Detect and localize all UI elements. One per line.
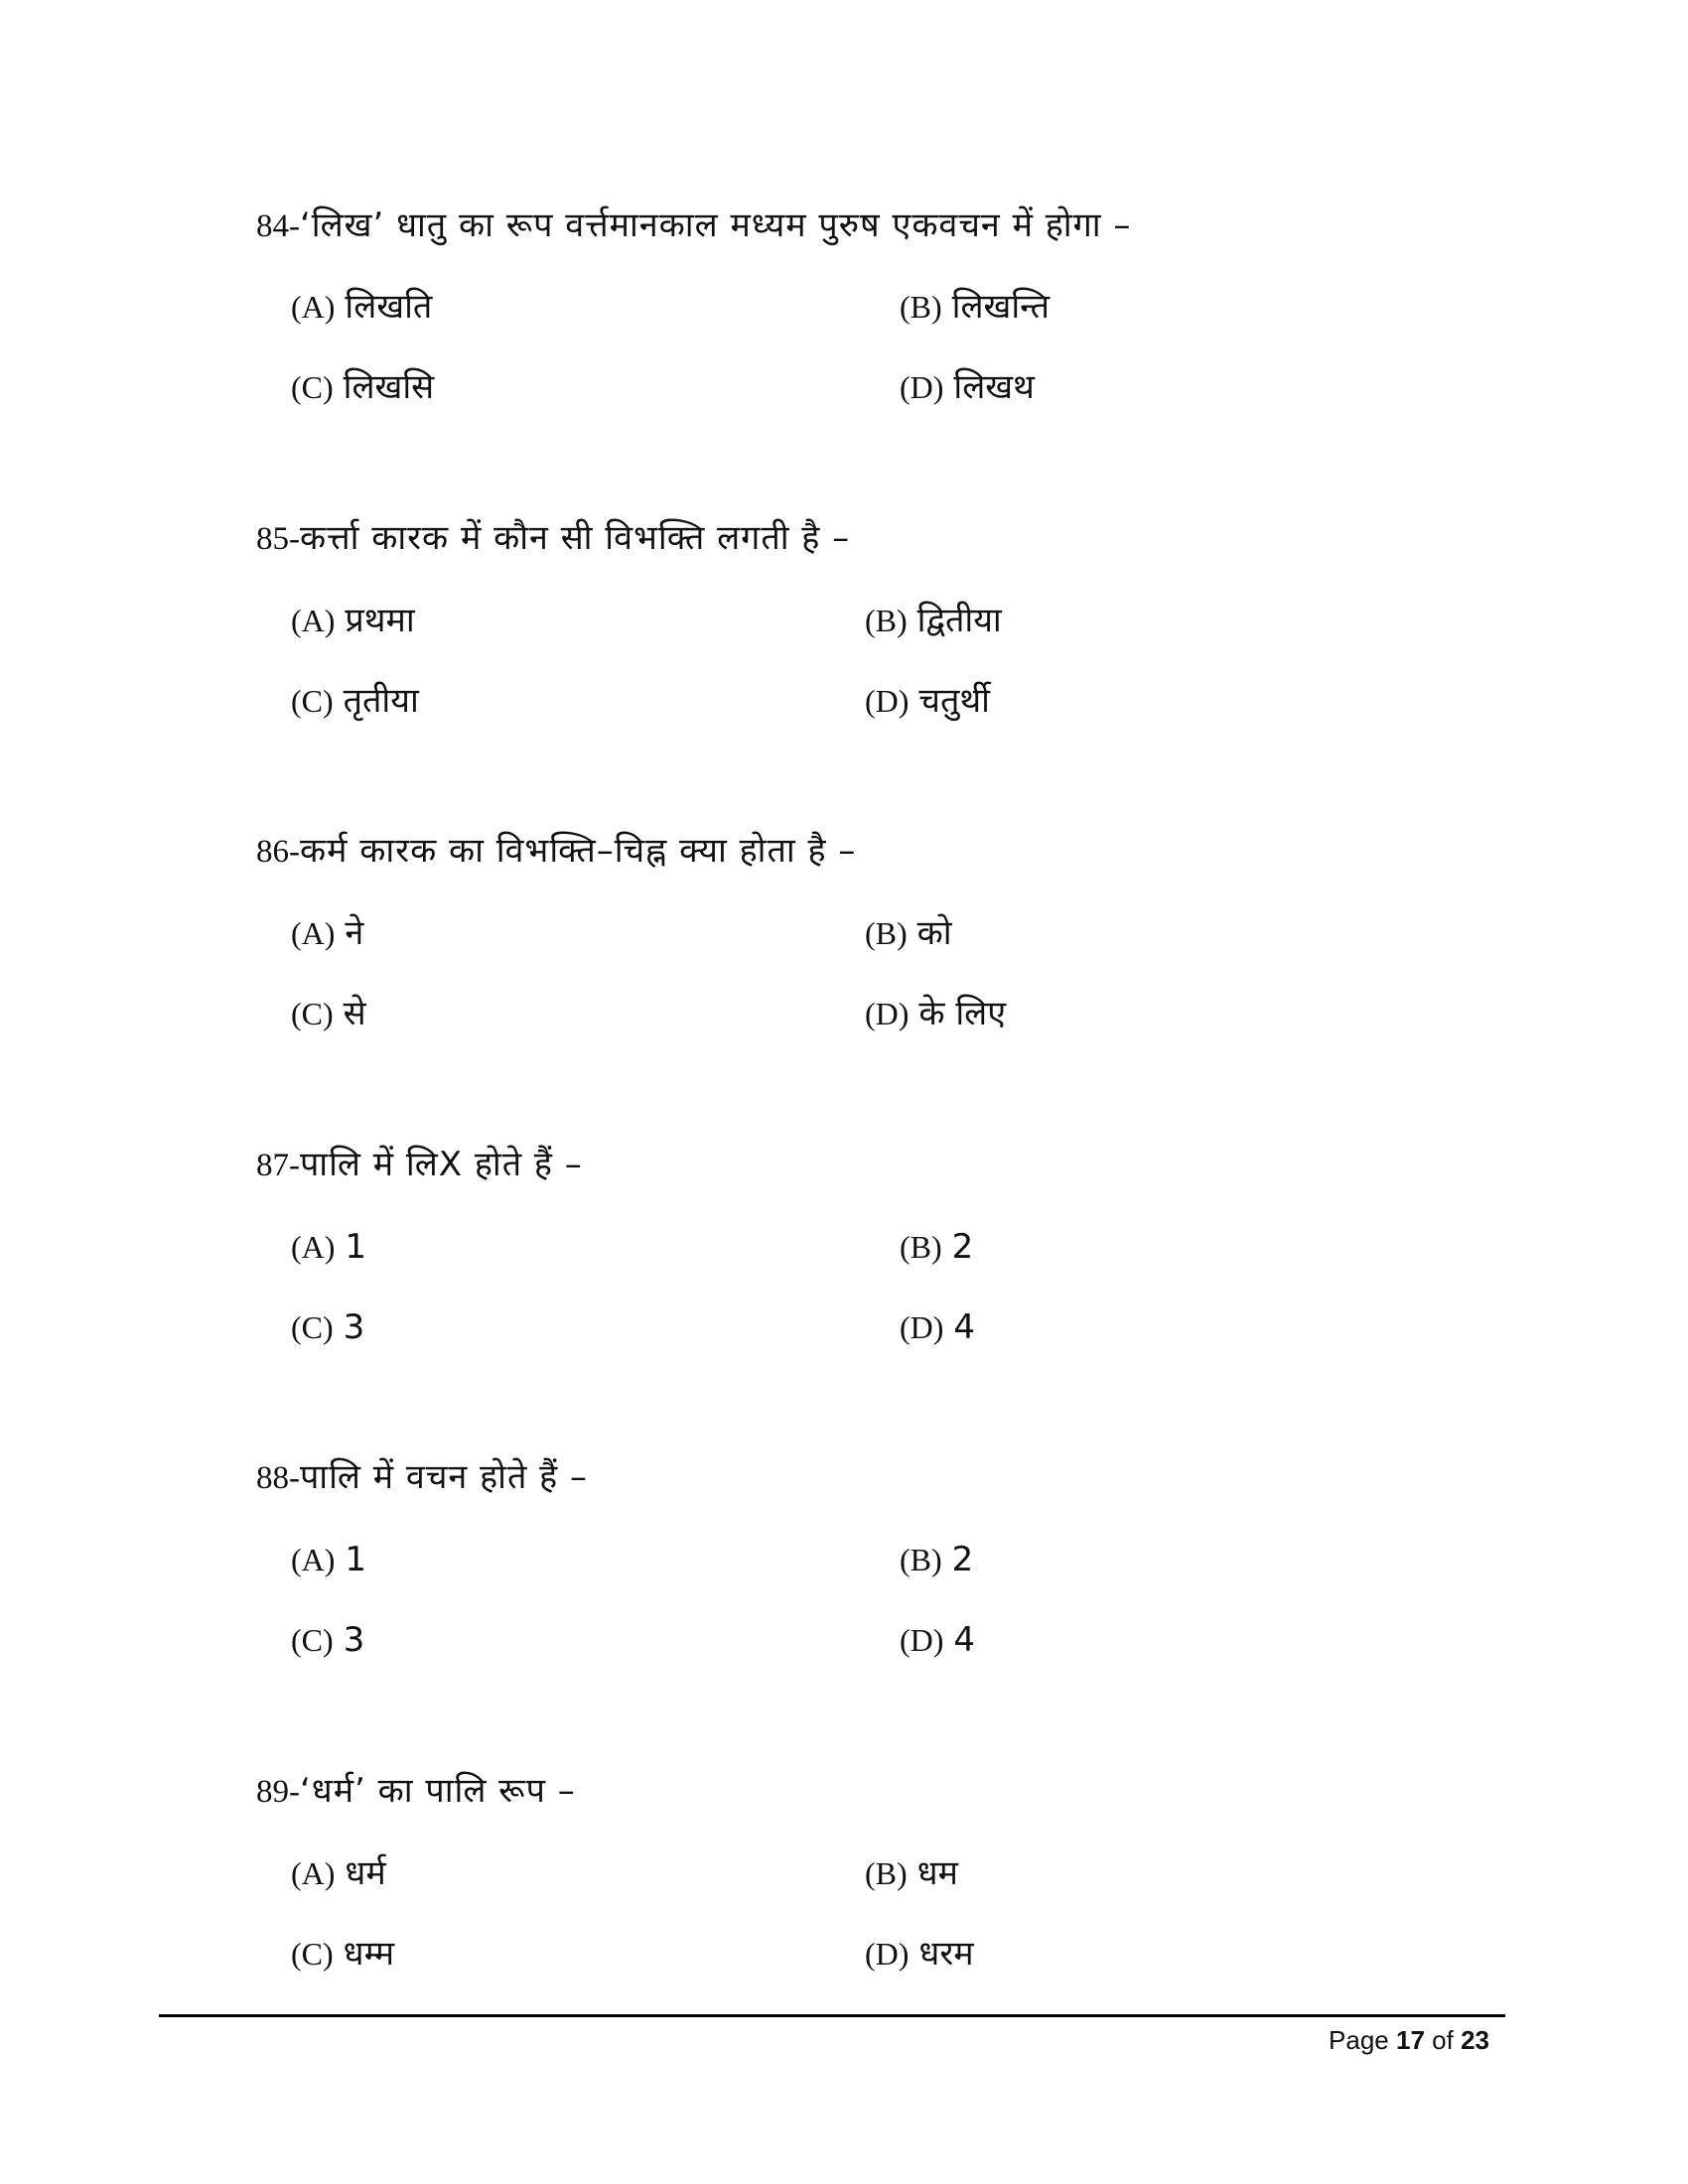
question-number: 86- (256, 834, 300, 870)
page-number (1329, 2025, 1489, 2056)
option-text: से (343, 994, 366, 1033)
option-d (900, 362, 1035, 408)
question-stem: पालि में वचन होते हैं – (300, 1457, 589, 1497)
option-c (291, 362, 434, 408)
option-text: 3 (343, 1307, 365, 1347)
option-label: (A) (291, 915, 336, 951)
option-a (291, 908, 363, 954)
option-text: 1 (345, 1227, 367, 1267)
page-current: 17 (1396, 2025, 1425, 2055)
question-number: 87- (256, 1148, 300, 1183)
option-label: (D) (865, 1936, 910, 1972)
option-b (865, 596, 1002, 641)
option-label: (B) (900, 1542, 942, 1577)
option-label: (C) (291, 1309, 334, 1345)
option-text: धरम (918, 1934, 974, 1974)
option-label: (C) (291, 1936, 334, 1972)
question-stem: कर्त्ता कारक में कौन सी विभक्ति लगती है – (300, 518, 851, 558)
option-text: 2 (951, 1227, 974, 1267)
option-a (291, 282, 432, 328)
option-text: धम (916, 1853, 958, 1893)
option-b (900, 282, 1050, 328)
option-text: धर्म (345, 1853, 386, 1893)
option-label: (C) (291, 996, 334, 1031)
option-label: (B) (865, 1855, 908, 1891)
option-text: लिखसि (343, 367, 435, 407)
option-label: (A) (291, 1855, 336, 1891)
footer-divider (159, 2014, 1505, 2017)
option-text: प्रथमा (345, 601, 415, 640)
option-label: (D) (900, 1622, 944, 1658)
option-text: 2 (951, 1540, 974, 1579)
question-stem: ‘धर्म’ का पालि रूप – (300, 1771, 576, 1811)
option-c (291, 1929, 394, 1975)
option-label: (A) (291, 1229, 336, 1265)
question-stem: कर्म कारक का विभक्ति–चिह्न क्या होता है – (300, 831, 857, 871)
question-number: 84- (256, 208, 300, 244)
question-text (256, 1452, 588, 1498)
option-d (865, 989, 1006, 1034)
option-label: (D) (865, 683, 910, 719)
option-label: (A) (291, 603, 336, 638)
option-label: (D) (900, 369, 944, 405)
option-text: 4 (953, 1307, 976, 1347)
page-prefix: Page (1329, 2025, 1389, 2055)
option-text: 4 (953, 1620, 976, 1660)
question-text (256, 201, 1131, 246)
question-number: 89- (256, 1774, 300, 1810)
option-text: चतुर्थी (918, 681, 990, 721)
option-d (900, 1307, 975, 1347)
question-text (256, 513, 850, 559)
option-label: (B) (865, 915, 908, 951)
option-label: (D) (900, 1309, 944, 1345)
option-text: धम्म (343, 1934, 395, 1974)
question-number: 88- (256, 1460, 300, 1496)
option-d (900, 1620, 975, 1660)
option-label: (C) (291, 369, 334, 405)
option-text: ने (345, 913, 364, 953)
option-a (291, 1227, 366, 1267)
option-a (291, 1848, 386, 1894)
option-c (291, 1620, 364, 1660)
question-text (256, 1766, 576, 1812)
option-text: लिखति (345, 287, 433, 327)
option-label: (C) (291, 683, 334, 719)
option-text: 1 (345, 1540, 367, 1579)
question-text (256, 826, 856, 872)
option-text: के लिए (918, 994, 1007, 1033)
option-b (865, 908, 952, 954)
option-text: 3 (343, 1620, 365, 1660)
option-label: (B) (865, 603, 908, 638)
question-text (256, 1140, 583, 1185)
question-stem: पालि में लिX होते हैं – (300, 1145, 583, 1184)
option-text: तृतीया (343, 681, 419, 721)
option-b (900, 1227, 973, 1267)
option-label: (B) (900, 289, 942, 325)
question-number: 85- (256, 521, 300, 557)
option-b (900, 1540, 973, 1579)
option-c (291, 676, 419, 722)
option-c (291, 1307, 364, 1347)
option-d (865, 676, 990, 722)
option-a (291, 596, 415, 641)
option-label: (B) (900, 1229, 942, 1265)
option-text: लिखथ (953, 367, 1035, 407)
option-a (291, 1540, 366, 1579)
option-label: (D) (865, 996, 910, 1031)
option-label: (A) (291, 289, 336, 325)
page-of: of (1432, 2025, 1454, 2055)
option-b (865, 1848, 958, 1894)
option-c (291, 989, 366, 1034)
option-text: द्वितीया (916, 601, 1002, 640)
option-label: (A) (291, 1542, 336, 1577)
page-total: 23 (1461, 2025, 1489, 2055)
option-label: (C) (291, 1622, 334, 1658)
option-text: को (916, 913, 952, 953)
option-d (865, 1929, 974, 1975)
option-text: लिखन्ति (951, 287, 1050, 327)
question-stem: ‘लिख’ धातु का रूप वर्त्तमानकाल मध्यम पुरुष एकवचन में होगा – (300, 205, 1132, 245)
